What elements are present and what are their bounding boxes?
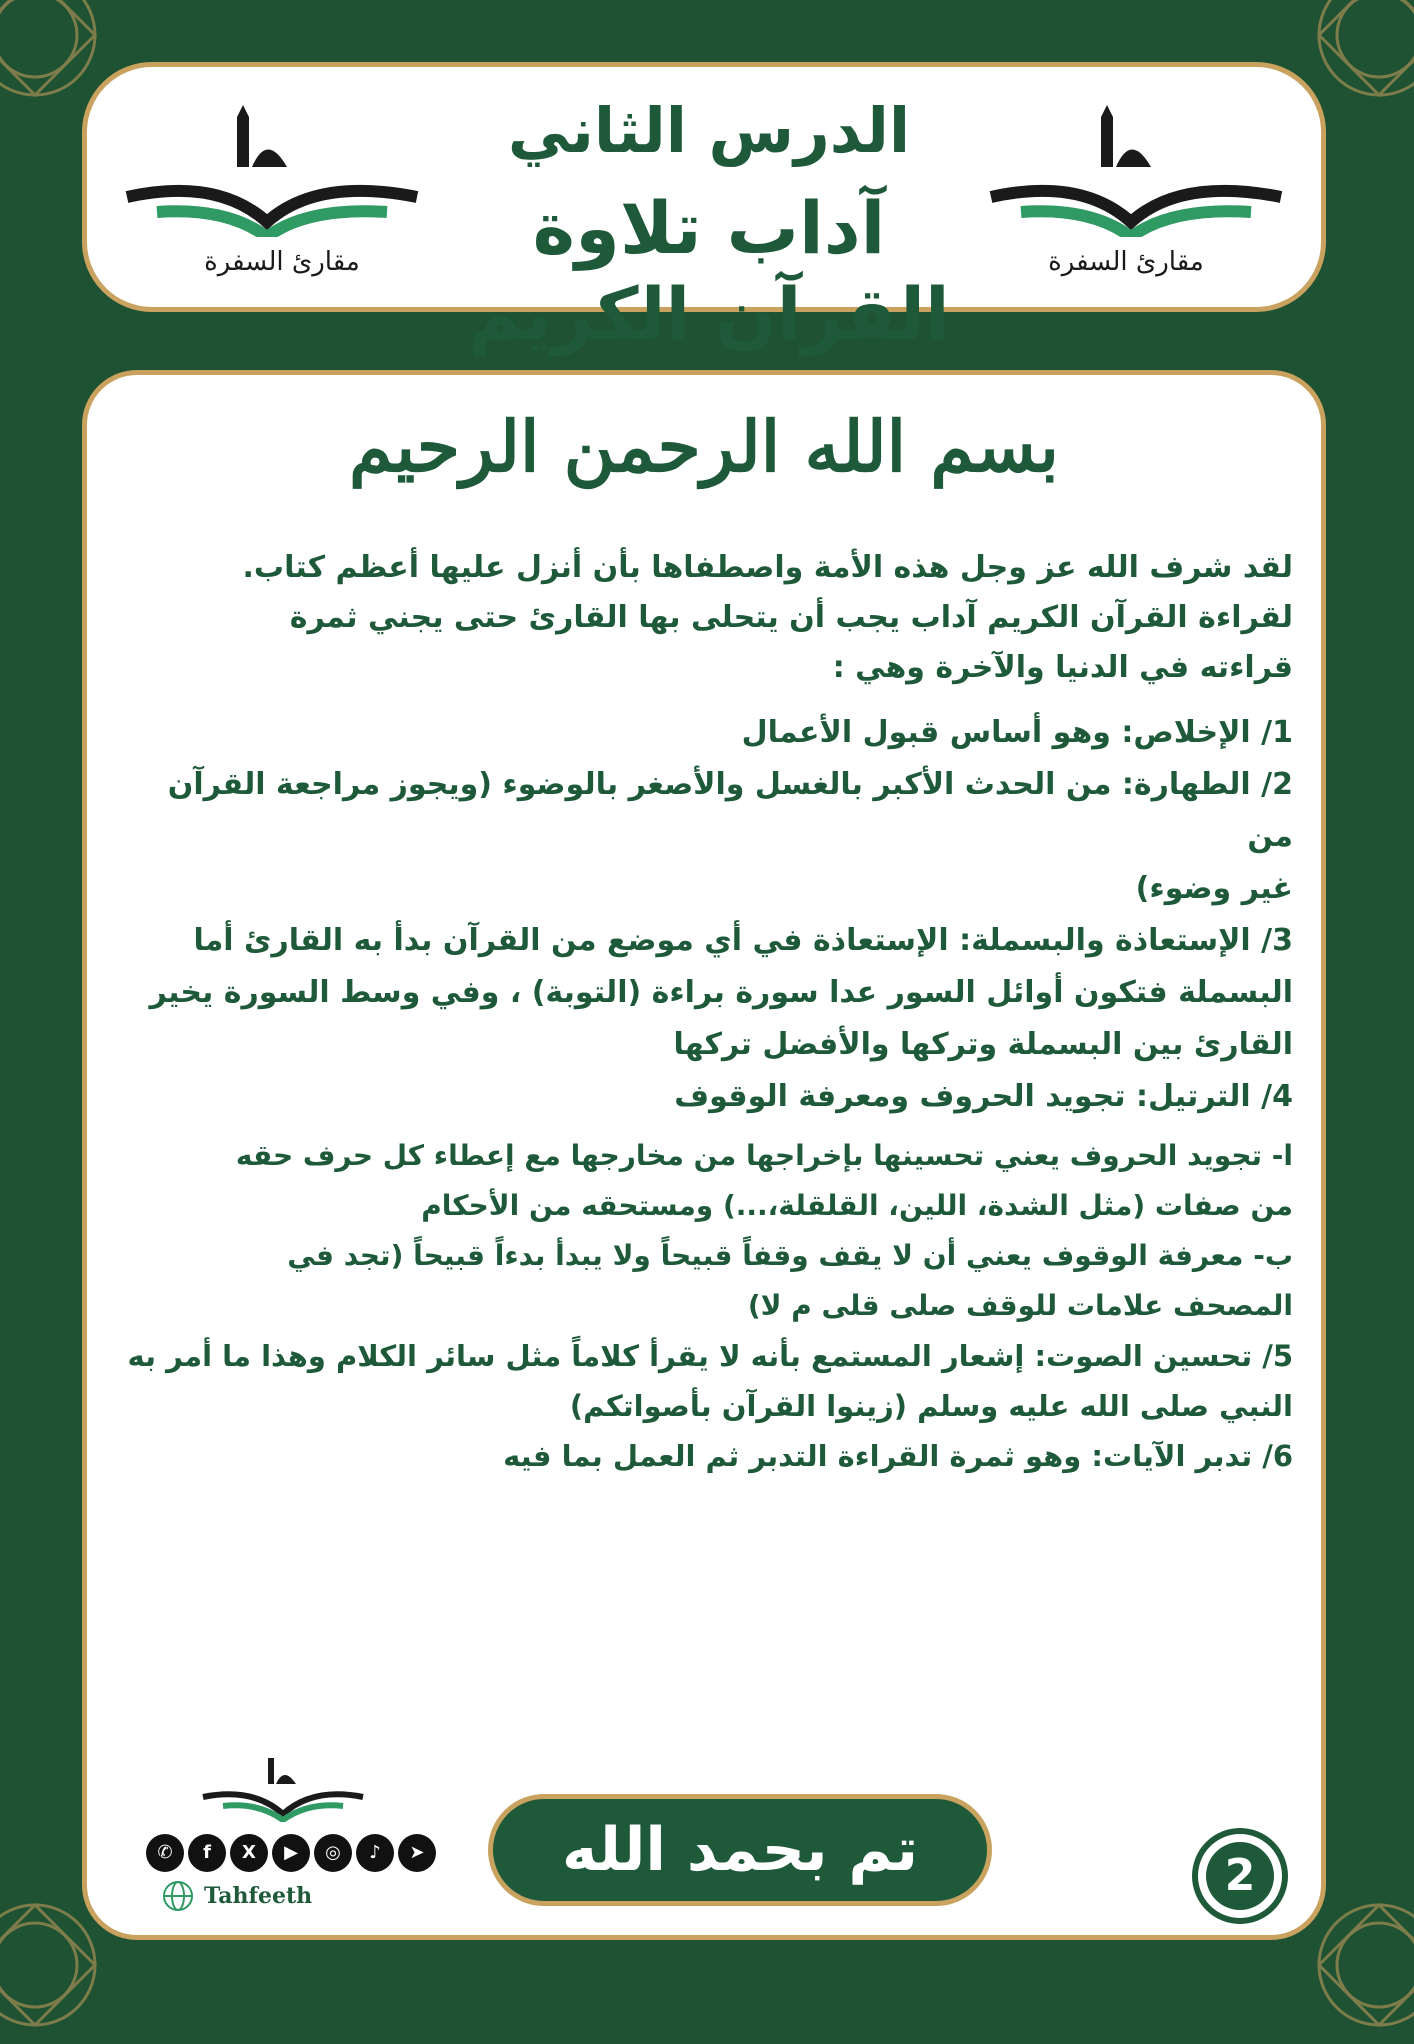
list-item: القارئ بين البسملة وتركها والأفضل تركها [673, 1027, 1293, 1062]
x-icon[interactable]: X [230, 1834, 268, 1872]
brand-logo-left [117, 87, 427, 287]
tarteel-sublist [115, 1131, 1293, 1331]
lesson-title: الدرس الثاني [507, 94, 911, 167]
social-links [146, 1834, 436, 1874]
footer-logo [198, 1752, 368, 1822]
list-item: 4/ الترتيل: تجويد الحروف ومعرفة الوقوف [674, 1079, 1293, 1114]
youtube-icon[interactable]: ▶ [272, 1834, 310, 1872]
tiktok-icon[interactable]: ♪ [356, 1834, 394, 1872]
brand-logo-right [981, 87, 1291, 287]
sub-item: ب- معرفة الوقوف يعني أن لا يقف وقفاً قبيحاً ولا يبدأ بدءاً قبيحاً (تجد في [287, 1239, 1293, 1272]
list-item: 6/ تدبر الآيات: وهو ثمرة القراءة التدبر ثم العمل بما فيه [503, 1439, 1293, 1473]
sub-item: ا- تجويد الحروف يعني تحسينها بإخراجها من مخارجها مع إعطاء كل حرف حقه [235, 1139, 1293, 1172]
whatsapp-icon[interactable]: ✆ [146, 1834, 184, 1872]
brand-name-right: مقارئ السفرة [1048, 247, 1204, 277]
sub-item: من صفات (مثل الشدة، اللين، القلقلة،...) ومستحقه من الأحكام [421, 1189, 1293, 1222]
website-name: Tahfeeth [204, 1883, 313, 1909]
list-item: 5/ تحسين الصوت: إشعار المستمع بأنه لا يقرأ كلاماً مثل سائر الكلام وهذا ما أمر به [127, 1339, 1293, 1373]
open-book-mosque-icon [198, 1752, 368, 1822]
page-number-badge [1192, 1828, 1288, 1924]
instagram-icon[interactable]: ◎ [314, 1834, 352, 1872]
page-number: 2 [1206, 1842, 1274, 1910]
website-link[interactable] [162, 1876, 312, 1916]
list-item: النبي صلى الله عليه وسلم (زينوا القرآن بأصواتكم) [569, 1389, 1293, 1423]
lesson-subtitle: آداب تلاوة القرآن الكريم [468, 186, 950, 357]
globe-icon [162, 1878, 198, 1914]
brand-name-left: مقارئ السفرة [204, 247, 360, 277]
intro-line: لقراءة القرآن الكريم آداب يجب أن يتحلى بها القارئ حتى يجني ثمرة [289, 600, 1293, 635]
open-book-mosque-icon [117, 87, 427, 237]
intro-paragraph [115, 543, 1293, 693]
header-card [82, 62, 1326, 357]
etiquette-list [115, 707, 1293, 1123]
content-card [82, 370, 1326, 1940]
basmala-calligraphy: بسم الله الرحمن الرحيم [349, 405, 1059, 488]
telegram-icon[interactable]: ➤ [398, 1834, 436, 1872]
intro-line: قراءته في الدنيا والآخرة وهي : [832, 650, 1293, 685]
list-item: غير وضوء) [1135, 871, 1293, 906]
intro-line: لقد شرف الله عز وجل هذه الأمة واصطفاها بأن أنزل عليها أعظم كتاب. [242, 550, 1293, 585]
facebook-icon[interactable]: f [188, 1834, 226, 1872]
etiquette-list-continued [115, 1331, 1293, 1481]
list-item: 1/ الإخلاص: وهو أساس قبول الأعمال [741, 715, 1293, 750]
sub-item: المصحف علامات للوقف صلى قلى م لا) [747, 1289, 1293, 1322]
lesson-content [115, 543, 1293, 1481]
list-item: 3/ الإستعاذة والبسملة: الإستعاذة في أي موضع من القرآن بدأ به القارئ أما [193, 923, 1293, 958]
open-book-mosque-icon [981, 87, 1291, 237]
corner-ornament-top-right [1304, 0, 1414, 110]
closing-banner: تم بحمد الله [488, 1794, 992, 1906]
corner-ornament-bottom-right [1304, 1890, 1414, 2040]
list-item: البسملة فتكون أوائل السور عدا سورة براءة (التوبة) ، وفي وسط السورة يخير [149, 975, 1293, 1010]
list-item: 2/ الطهارة: من الحدث الأكبر بالغسل والأصغر بالوضوء (ويجوز مراجعة القرآن من [167, 767, 1293, 854]
